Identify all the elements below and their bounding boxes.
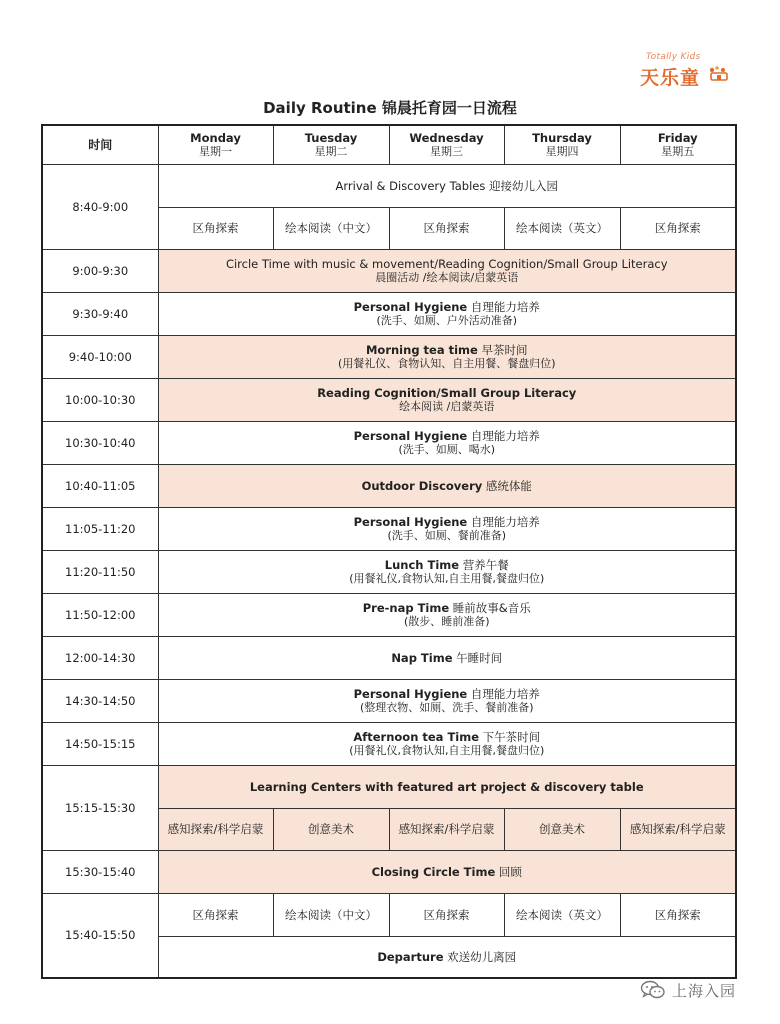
activity-cell-thursday: 绘本阅读（英文） (504, 207, 620, 249)
activity-cell: Personal Hygiene 自理能力培养 (洗手、如厕、喝水) (158, 421, 736, 464)
activity-cell-monday: 感知探索/科学启蒙 (158, 808, 273, 850)
table-row (42, 164, 736, 207)
activity-cell: Outdoor Discovery 感统体能 (158, 464, 736, 507)
activity-cell: Afternoon tea Time 下午茶时间 (用餐礼仪,食物认知,自主用餐,餐盘归位) (158, 722, 736, 765)
table-row (42, 249, 736, 292)
activity-cell: Personal Hygiene 自理能力培养 (整理衣物、如厕、洗手、餐前准备) (158, 679, 736, 722)
activity-cell: Reading Cognition/Small Group Literacy 绘本阅读 /启蒙英语 (158, 378, 736, 421)
brand-logo (640, 52, 740, 88)
activity-cell-friday: 区角探索 (620, 893, 736, 936)
day-header-tuesday: Tuesday 星期二 (273, 125, 389, 164)
table-row (42, 636, 736, 679)
activity-cell-tuesday: 绘本阅读（中文） (273, 207, 389, 249)
day-header-friday: Friday 星期五 (620, 125, 736, 164)
activity-cell-tuesday: 创意美术 (273, 808, 389, 850)
table-header-row (42, 125, 736, 164)
logo-english-text: Totally Kids (646, 52, 701, 62)
table-row (42, 378, 736, 421)
time-cell: 15:15-15:30 (42, 765, 158, 850)
time-cell: 11:05-11:20 (42, 507, 158, 550)
house-logo-icon (708, 65, 730, 81)
activity-cell-friday: 感知探索/科学启蒙 (620, 808, 736, 850)
activity-cell: Circle Time with music & movement/Reading Cognition/Small Group Literacy 晨圈活动 /绘本阅读/启蒙英语 (158, 249, 736, 292)
table-row (42, 550, 736, 593)
time-cell: 10:30-10:40 (42, 421, 158, 464)
table-row (42, 722, 736, 765)
table-row (42, 893, 736, 936)
table-row (42, 335, 736, 378)
activity-cell-friday: 区角探索 (620, 207, 736, 249)
daily-routine-table (41, 124, 737, 979)
table-row (42, 292, 736, 335)
document-title: Daily Routine 锦晨托育园一日流程 (263, 99, 517, 117)
table-row (42, 421, 736, 464)
activity-cell-monday: 区角探索 (158, 207, 273, 249)
time-cell: 10:40-11:05 (42, 464, 158, 507)
time-column-header: 时间 (42, 125, 158, 164)
activity-cell: Personal Hygiene 自理能力培养 (洗手、如厕、餐前准备) (158, 507, 736, 550)
time-cell: 9:30-9:40 (42, 292, 158, 335)
activity-cell-tuesday: 绘本阅读（中文） (273, 893, 389, 936)
activity-cell: Lunch Time 营养午餐 (用餐礼仪,食物认知,自主用餐,餐盘归位) (158, 550, 736, 593)
activity-cell-monday: 区角探索 (158, 893, 273, 936)
wechat-icon (640, 980, 666, 1000)
day-header-monday: Monday 星期一 (158, 125, 273, 164)
time-cell: 9:40-10:00 (42, 335, 158, 378)
day-header-thursday: Thursday 星期四 (504, 125, 620, 164)
time-cell: 9:00-9:30 (42, 249, 158, 292)
table-row (42, 464, 736, 507)
watermark (640, 978, 736, 1002)
activity-cell: Closing Circle Time 回顾 (158, 850, 736, 893)
time-cell: 11:20-11:50 (42, 550, 158, 593)
time-cell: 10:00-10:30 (42, 378, 158, 421)
activity-cell: Departure 欢送幼儿离园 (158, 936, 736, 978)
activity-cell: Pre-nap Time 睡前故事&音乐 (散步、睡前准备) (158, 593, 736, 636)
time-cell: 12:00-14:30 (42, 636, 158, 679)
table-row (42, 507, 736, 550)
activity-cell: Arrival & Discovery Tables 迎接幼儿入园 (158, 164, 736, 207)
table-row (42, 850, 736, 893)
activity-cell-thursday: 创意美术 (504, 808, 620, 850)
table-row (42, 593, 736, 636)
table-row (42, 765, 736, 808)
activity-cell-wednesday: 感知探索/科学启蒙 (389, 808, 504, 850)
activity-cell: Nap Time 午睡时间 (158, 636, 736, 679)
activity-cell-wednesday: 区角探索 (389, 207, 504, 249)
time-cell: 14:30-14:50 (42, 679, 158, 722)
time-cell: 11:50-12:00 (42, 593, 158, 636)
activity-cell-wednesday: 区角探索 (389, 893, 504, 936)
watermark-text: 上海入园 (672, 981, 737, 1000)
day-header-wednesday: Wednesday 星期三 (389, 125, 504, 164)
time-cell: 15:30-15:40 (42, 850, 158, 893)
logo-chinese-text: 天乐童 (640, 67, 701, 89)
time-cell: 14:50-15:15 (42, 722, 158, 765)
time-cell: 8:40-9:00 (42, 164, 158, 249)
activity-cell: Personal Hygiene 自理能力培养 (洗手、如厕、户外活动准备) (158, 292, 736, 335)
activity-cell: Learning Centers with featured art project & discovery table (158, 765, 736, 808)
time-cell: 15:40-15:50 (42, 893, 158, 978)
table-row (42, 679, 736, 722)
activity-cell-thursday: 绘本阅读（英文） (504, 893, 620, 936)
activity-cell: Morning tea time 早茶时间 (用餐礼仪、食物认知、自主用餐、餐盘归位) (158, 335, 736, 378)
